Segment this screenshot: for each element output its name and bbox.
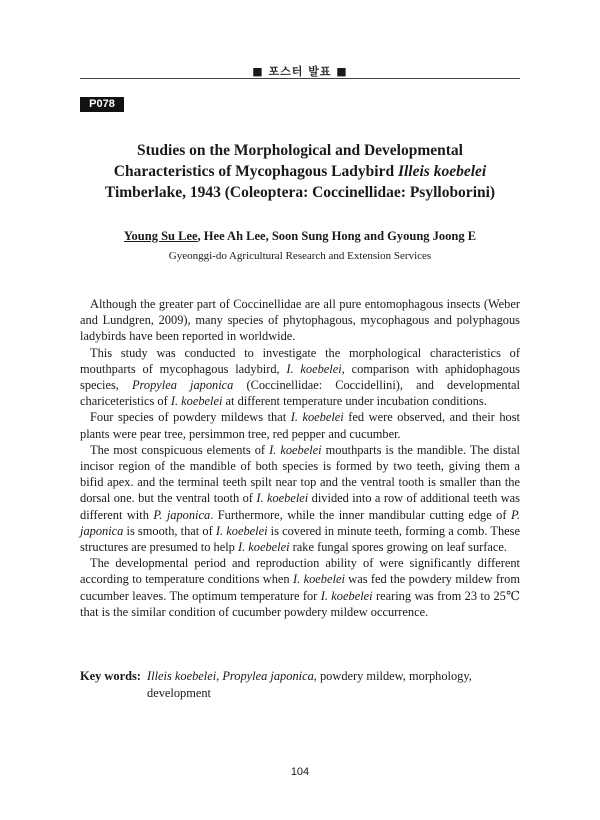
text-run: (Coccinellidae: Coccidellini), and developmental chariceteristics of <box>80 378 520 409</box>
text-run: is smooth, that of <box>123 523 216 538</box>
abstract-paragraph-1: Although the greater part of Coccinellidae are all pure entomophagous insects (Weber and Lundgren, 2009), many species of phytophagous, mycophagous and polyphagous ladybirds have been reported in worldwide. <box>80 297 520 344</box>
text-run: was fed the powdery mildew from cucumber leaves. The optimum temperature for <box>80 572 521 603</box>
abstract-paragraph-3 <box>80 409 520 441</box>
keywords <box>80 668 520 702</box>
species-name: P. japonica <box>153 507 211 522</box>
text-run: divided into a row of additional teeth was different with <box>80 491 520 522</box>
keyword-species-1: Illeis koebelei <box>147 669 217 683</box>
text-run: is covered in minute teeth, forming a comb. These structures are presumed to help <box>80 523 520 555</box>
presenting-author: Young Su Lee <box>123 229 198 243</box>
species-name: I. koebelei <box>320 588 373 603</box>
text-run: fed were observed, and their host plants were pear tree, persimmon tree, red pepper and cucumber. <box>80 410 520 441</box>
keywords-list <box>147 668 517 702</box>
section-header: ■ 포스터 발표 ■ <box>252 65 348 78</box>
species-name: I. koebelei <box>290 410 344 425</box>
abstract-body <box>80 296 520 620</box>
title-line-3: Timberlake, 1943 (Coleoptera: Coccinellidae: Psylloborini) <box>104 184 496 201</box>
keyword-species-2: Propylea japonica <box>222 669 314 683</box>
co-authors: , Hee Ah Lee, Soon Sung Hong and Gyoung Joong E <box>197 229 477 243</box>
text-run: . Furthermore, while the inner mandibular cutting edge of <box>210 507 511 522</box>
title-line-2-text: Characteristics of Mycophagous Ladybird <box>113 163 398 180</box>
species-name: I. koebelei <box>256 491 309 506</box>
text-run: at different temperature under incubation conditions. <box>222 394 487 409</box>
species-name: I. koebelei <box>215 523 268 538</box>
species-name: I. koebelei <box>237 540 290 555</box>
text-run: The most conspicuous elements of <box>90 442 270 457</box>
title-species-name: Illeis koebelei <box>397 163 487 180</box>
affiliation: Gyeonggi-do Agricultural Research and Extension Services <box>168 250 432 262</box>
paper-title <box>60 140 540 203</box>
text-run: Four species of powdery mildews that <box>90 410 291 425</box>
header-rule <box>80 78 520 79</box>
species-name: I. koebelei <box>269 442 322 457</box>
abstract-paragraph-5 <box>80 555 520 620</box>
page-number: 104 <box>290 766 310 778</box>
abstract-paragraph-4 <box>80 442 520 555</box>
author-list <box>60 229 540 244</box>
text-run: rake fungal spores growing on leaf surface. <box>289 540 507 555</box>
species-name: Propylea japonica <box>131 378 234 393</box>
text-run: This study was conducted to investigate the morphological characteristics of mouthparts of mycophagous ladybird, <box>80 345 520 376</box>
abstract-paragraph-2 <box>80 345 520 410</box>
text-run: The developmental period and reproduction ability of were significantly different according to temperature conditions when <box>80 556 520 587</box>
title-line-2 <box>60 161 540 182</box>
species-name: I. koebelei <box>286 361 342 376</box>
species-name: I. koebelei <box>170 394 223 409</box>
poster-code-badge: P078 <box>80 97 124 112</box>
text-run: , comparison with aphidophagous species, <box>80 361 520 393</box>
text-run: , <box>216 669 223 683</box>
species-name: P. japonica <box>80 507 521 538</box>
text-run: rearing was from 23 to 25℃ that is the similar condition of cucumber powdery mildew occurrence. <box>80 588 520 619</box>
species-name: I. koebelei <box>293 572 345 587</box>
title-line-1: Studies on the Morphological and Developmental <box>137 142 463 159</box>
text-run: mouthparts is the mandible. The distal incisor region of the mandible of both species is formed by two teeth, giving them a bifid apex. and the terminal teeth spilt near top and the ventral tooth is smaller than the dorsal one. but the ventral tooth of <box>80 442 520 506</box>
text-run: , powdery mildew, morphology, development <box>147 669 472 700</box>
keywords-label: Key words: <box>80 669 141 683</box>
